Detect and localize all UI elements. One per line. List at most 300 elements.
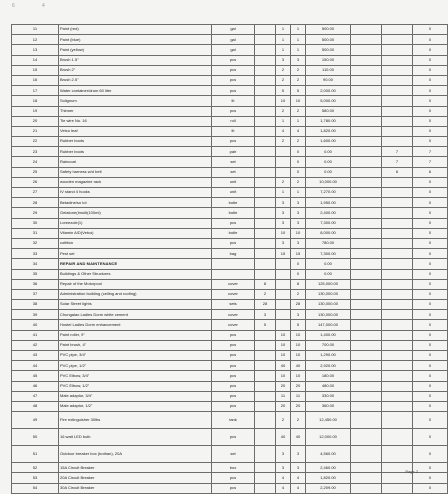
quantity-a-cell (255, 412, 276, 429)
item-description-cell: Administration building (ceiling and roofing) (59, 289, 212, 299)
quantity-a-cell: 3 (255, 310, 276, 320)
amount-cell: 500.00 (306, 35, 351, 45)
unit-cell: box (212, 463, 255, 473)
quantity-total-cell: 2 (291, 137, 306, 147)
extra-col-1-cell (351, 86, 382, 96)
quantity-a-cell: 28 (255, 300, 276, 310)
row-number-cell: 39 (12, 310, 59, 320)
extra-col-1-cell (351, 137, 382, 147)
extra-col-1-cell (351, 218, 382, 228)
quantity-a-cell (255, 249, 276, 259)
extra-col-1-cell (351, 188, 382, 198)
item-description-cell: Paint (yellow) (59, 45, 212, 55)
quantity-a-cell (255, 188, 276, 198)
quantity-total-cell: 1 (291, 45, 306, 55)
table-row (12, 483, 448, 493)
unit-cell: pcs (212, 75, 255, 85)
table-row (12, 320, 448, 330)
item-description-cell: 16 watt LED bulb (59, 429, 212, 446)
unit-cell: botle (212, 228, 255, 238)
amount-cell: 130,000.00 (306, 300, 351, 310)
quantity-a-cell (255, 446, 276, 463)
extra-col-3-cell: 0 (413, 412, 448, 429)
header-mark: 4 (42, 3, 45, 9)
quantity-b-cell: 15 (276, 249, 291, 259)
table-row (12, 351, 448, 361)
quantity-a-cell (255, 137, 276, 147)
unit-cell: pcs (212, 137, 255, 147)
item-description-cell: Betadine/so tol (59, 198, 212, 208)
item-description-cell: Gelatone(Imulti(100ml) (59, 208, 212, 218)
item-description-cell: Paint roller, 9" (59, 330, 212, 340)
table-row (12, 249, 448, 259)
quantity-a-cell (255, 429, 276, 446)
extra-col-3-cell: 0 (413, 391, 448, 401)
row-number-cell: 43 (12, 351, 59, 361)
extra-col-1-cell (351, 412, 382, 429)
quantity-total-cell: 5 (291, 86, 306, 96)
extra-col-2-cell (382, 259, 413, 269)
extra-col-2-cell (382, 208, 413, 218)
row-number-cell: 21 (12, 126, 59, 136)
table-row (12, 25, 448, 35)
amount-cell: 147,000.00 (306, 320, 351, 330)
extra-col-1-cell (351, 300, 382, 310)
row-number-cell: 22 (12, 137, 59, 147)
quantity-b-cell (276, 269, 291, 279)
quantity-a-cell (255, 126, 276, 136)
amount-cell: 580.00 (306, 106, 351, 116)
quantity-b-cell: 2 (276, 177, 291, 187)
extra-col-1-cell (351, 429, 382, 446)
quantity-b-cell: 3 (276, 446, 291, 463)
row-number-cell: 32 (12, 238, 59, 248)
unit-cell (212, 269, 255, 279)
quantity-total-cell: 2 (291, 75, 306, 85)
amount-cell: 2,000.00 (306, 86, 351, 96)
extra-col-2-cell (382, 55, 413, 65)
amount-cell: 8,000.00 (306, 228, 351, 238)
extra-col-2-cell (382, 279, 413, 289)
extra-col-1-cell (351, 361, 382, 371)
extra-col-2-cell (382, 198, 413, 208)
unit-cell: bag (212, 249, 255, 259)
extra-col-1-cell (351, 259, 382, 269)
extra-col-2-cell (382, 269, 413, 279)
extra-col-3-cell: 0 (413, 473, 448, 483)
unit-cell: set (212, 157, 255, 167)
quantity-a-cell (255, 218, 276, 228)
table-row (12, 86, 448, 96)
quantity-b-cell: 40 (276, 361, 291, 371)
table-row (12, 116, 448, 126)
table-row (12, 463, 448, 473)
amount-cell: 2,460.00 (306, 463, 351, 473)
extra-col-3-cell: 0 (413, 401, 448, 411)
extra-col-3-cell: 0 (413, 361, 448, 371)
unit-cell: sets (212, 300, 255, 310)
extra-col-2-cell (382, 351, 413, 361)
extra-col-2-cell (382, 381, 413, 391)
extra-col-2-cell (382, 330, 413, 340)
extra-col-3-cell: 0 (413, 340, 448, 350)
quantity-total-cell: 1 (291, 35, 306, 45)
quantity-a-cell (255, 198, 276, 208)
item-description-cell: Vitamin A/D(Vetco) (59, 228, 212, 238)
quantity-b-cell: 10 (276, 228, 291, 238)
extra-col-1-cell (351, 249, 382, 259)
extra-col-2-cell (382, 483, 413, 493)
row-number-cell: 20 (12, 116, 59, 126)
extra-col-2-cell (382, 401, 413, 411)
quantity-b-cell: 1 (276, 25, 291, 35)
unit-cell: gal (212, 25, 255, 35)
quantity-total-cell: 4 (291, 473, 306, 483)
quantity-total-cell: 3 (291, 218, 306, 228)
row-number-cell: 29 (12, 208, 59, 218)
amount-cell: 130,000.00 (306, 310, 351, 320)
row-number-cell: 19 (12, 106, 59, 116)
extra-col-2-cell (382, 35, 413, 45)
extra-col-3-cell: 0 (413, 429, 448, 446)
quantity-total-cell: 10 (291, 371, 306, 381)
extra-col-1-cell (351, 381, 382, 391)
extra-col-2-cell (382, 177, 413, 187)
row-number-cell: 23 (12, 147, 59, 157)
quantity-b-cell: 2 (276, 106, 291, 116)
row-number-cell: 40 (12, 320, 59, 330)
table-row (12, 45, 448, 55)
extra-col-3-cell: 0 (413, 300, 448, 310)
unit-cell: unit (212, 177, 255, 187)
row-number-cell: 33 (12, 249, 59, 259)
quantity-total-cell: 10 (291, 330, 306, 340)
quantity-total-cell: 8 (291, 279, 306, 289)
unit-cell: lit (212, 96, 255, 106)
unit-cell: cover (212, 320, 255, 330)
amount-cell: 500.00 (306, 45, 351, 55)
table-row (12, 167, 448, 177)
extra-col-3-cell: 0 (413, 188, 448, 198)
extra-col-3-cell: 0 (413, 65, 448, 75)
quantity-b-cell: 3 (276, 218, 291, 228)
quantity-a-cell (255, 361, 276, 371)
quantity-total-cell: 11 (291, 391, 306, 401)
amount-cell: 1,400.00 (306, 330, 351, 340)
extra-col-2-cell (382, 446, 413, 463)
unit-cell: pcs (212, 351, 255, 361)
table-row (12, 259, 448, 269)
unit-cell: pcs (212, 65, 255, 75)
quantity-total-cell: 28 (291, 300, 306, 310)
table-row (12, 198, 448, 208)
quantity-total-cell: 5 (291, 320, 306, 330)
table-row (12, 177, 448, 187)
amount-cell: 2,209.00 (306, 483, 351, 493)
amount-cell: 500.00 (306, 25, 351, 35)
quantity-total-cell: 3 (291, 446, 306, 463)
amount-cell: 780.00 (306, 238, 351, 248)
item-description-cell: Solar Street lights (59, 300, 212, 310)
unit-cell: pcs (212, 238, 255, 248)
extra-col-1-cell (351, 126, 382, 136)
quantity-a-cell (255, 463, 276, 473)
extra-col-3-cell: 0 (413, 96, 448, 106)
table-row (12, 429, 448, 446)
extra-col-1-cell (351, 483, 382, 493)
item-description-cell: wooden magazine rack (59, 177, 212, 187)
quantity-b-cell: 3 (276, 463, 291, 473)
table-row (12, 65, 448, 75)
table-body (12, 25, 448, 494)
unit-cell: botle (212, 208, 255, 218)
amount-cell: 4,560.00 (306, 446, 351, 463)
extra-col-1-cell (351, 463, 382, 473)
row-number-cell: 11 (12, 25, 59, 35)
extra-col-3-cell: 0 (413, 228, 448, 238)
item-description-cell: Buildings & Other Structures (59, 269, 212, 279)
quantity-total-cell: 0 (291, 269, 306, 279)
quantity-b-cell: 1 (276, 45, 291, 55)
row-number-cell: 12 (12, 35, 59, 45)
item-description-cell: Fire extinguisher 30lbs (59, 412, 212, 429)
extra-col-1-cell (351, 198, 382, 208)
extra-col-2-cell (382, 473, 413, 483)
quantity-total-cell: 2 (291, 289, 306, 299)
item-description-cell: Paint (blue) (59, 35, 212, 45)
quantity-a-cell (255, 177, 276, 187)
extra-col-1-cell (351, 330, 382, 340)
unit-cell: gal (212, 45, 255, 55)
row-number-cell: 13 (12, 45, 59, 55)
quantity-a-cell (255, 116, 276, 126)
item-description-cell: Male adaptor, 3/4" (59, 391, 212, 401)
extra-col-2-cell (382, 361, 413, 371)
quantity-b-cell: 1 (276, 116, 291, 126)
row-number-cell: 46 (12, 381, 59, 391)
extra-col-3-cell: 0 (413, 269, 448, 279)
unit-cell: gal (212, 35, 255, 45)
amount-cell: 330.00 (306, 391, 351, 401)
extra-col-2-cell (382, 65, 413, 75)
row-number-cell: 50 (12, 429, 59, 446)
item-description-cell: Repair of the Motorpool (59, 279, 212, 289)
unit-cell: pair (212, 147, 255, 157)
quantity-a-cell (255, 483, 276, 493)
table-row (12, 228, 448, 238)
quantity-a-cell (255, 45, 276, 55)
row-number-cell: 26 (12, 177, 59, 187)
extra-col-3-cell: 0 (413, 126, 448, 136)
unit-cell: unit (212, 188, 255, 198)
row-number-cell: 31 (12, 228, 59, 238)
item-description-cell: Rubber boots (59, 147, 212, 157)
table-row (12, 137, 448, 147)
extra-col-3-cell: 0 (413, 310, 448, 320)
extra-col-2-cell (382, 106, 413, 116)
quantity-a-cell (255, 75, 276, 85)
amount-cell: 10,000.00 (306, 177, 351, 187)
amount-cell: 1,780.00 (306, 116, 351, 126)
extra-col-2-cell (382, 96, 413, 106)
item-description-cell: Brush 2.5" (59, 75, 212, 85)
item-description-cell: Tie wire No. 16 (59, 116, 212, 126)
item-description-cell: Paint (red) (59, 25, 212, 35)
table-row (12, 371, 448, 381)
extra-col-1-cell (351, 167, 382, 177)
quantity-total-cell: 2 (291, 106, 306, 116)
extra-col-3-cell: 0 (413, 218, 448, 228)
extra-col-1-cell (351, 65, 382, 75)
extra-col-3-cell: 0 (413, 198, 448, 208)
extra-col-3-cell: 0 (413, 137, 448, 147)
item-description-cell: IV stand 4 hooks (59, 188, 212, 198)
row-number-cell: 18 (12, 96, 59, 106)
quantity-total-cell: 10 (291, 340, 306, 350)
row-number-cell: 47 (12, 391, 59, 401)
amount-cell: 7,300.00 (306, 218, 351, 228)
quantity-b-cell: 10 (276, 371, 291, 381)
quantity-total-cell: 40 (291, 429, 306, 446)
quantity-total-cell: 0 (291, 259, 306, 269)
quantity-a-cell (255, 391, 276, 401)
row-number-cell: 52 (12, 463, 59, 473)
row-number-cell: 14 (12, 55, 59, 65)
amount-cell: 1,820.00 (306, 126, 351, 136)
extra-col-1-cell (351, 75, 382, 85)
extra-col-3-cell: 0 (413, 25, 448, 35)
item-description-cell: PVC pipe, 3/4" (59, 351, 212, 361)
item-description-cell: 20A Circuit Breaker (59, 473, 212, 483)
quantity-total-cell: 4 (291, 126, 306, 136)
row-number-cell: 44 (12, 361, 59, 371)
quantity-total-cell: 2 (291, 177, 306, 187)
extra-col-1-cell (351, 238, 382, 248)
quantity-total-cell: 15 (291, 249, 306, 259)
quantity-b-cell (276, 289, 291, 299)
extra-col-2-cell (382, 137, 413, 147)
quantity-total-cell: 20 (291, 381, 306, 391)
table-row (12, 473, 448, 483)
item-description-cell: 30A Circuit Breaker (59, 483, 212, 493)
quantity-b-cell: 4 (276, 473, 291, 483)
unit-cell: pcs (212, 340, 255, 350)
extra-col-1-cell (351, 55, 382, 65)
quantity-b-cell: 3 (276, 55, 291, 65)
row-number-cell: 24 (12, 157, 59, 167)
quantity-b-cell: 4 (276, 483, 291, 493)
quantity-total-cell: 1 (291, 188, 306, 198)
extra-col-1-cell (351, 391, 382, 401)
extra-col-2-cell (382, 320, 413, 330)
extra-col-2-cell (382, 391, 413, 401)
quantity-b-cell (276, 259, 291, 269)
extra-col-3-cell: 0 (413, 249, 448, 259)
header-mark: 6 (12, 3, 15, 9)
amount-cell: 0.00 (306, 269, 351, 279)
extra-col-3-cell: 7 (413, 147, 448, 157)
extra-col-3-cell: 6 (413, 167, 448, 177)
extra-col-2-cell (382, 371, 413, 381)
unit-cell: pcs (212, 401, 255, 411)
quantity-a-cell (255, 35, 276, 45)
amount-cell: 0.00 (306, 167, 351, 177)
row-number-cell: 37 (12, 289, 59, 299)
table-row (12, 289, 448, 299)
page-footer: Page 2 (405, 469, 418, 474)
unit-cell: pcs (212, 371, 255, 381)
amount-cell: 90.00 (306, 75, 351, 85)
table-row (12, 279, 448, 289)
amount-cell: 180.00 (306, 371, 351, 381)
quantity-b-cell (276, 320, 291, 330)
extra-col-2-cell (382, 116, 413, 126)
amount-cell: 1,600.00 (306, 137, 351, 147)
unit-cell: set (212, 446, 255, 463)
extra-col-2-cell (382, 86, 413, 96)
quantity-a-cell (255, 228, 276, 238)
quantity-a-cell (255, 106, 276, 116)
extra-col-2-cell (382, 218, 413, 228)
quantity-a-cell (255, 208, 276, 218)
quantity-b-cell (276, 310, 291, 320)
unit-cell: pcs (212, 361, 255, 371)
extra-col-3-cell: 0 (413, 320, 448, 330)
row-number-cell: 15 (12, 65, 59, 75)
quantity-a-cell (255, 351, 276, 361)
amount-cell: 480.00 (306, 381, 351, 391)
row-number-cell: 53 (12, 473, 59, 483)
table-row (12, 300, 448, 310)
item-description-cell: Rubber boots (59, 137, 212, 147)
quantity-total-cell: 3 (291, 208, 306, 218)
quantity-total-cell: 0 (291, 167, 306, 177)
quantity-b-cell: 10 (276, 340, 291, 350)
quantity-a-cell (255, 238, 276, 248)
amount-cell: 1,290.00 (306, 351, 351, 361)
amount-cell: 150.00 (306, 55, 351, 65)
amount-cell: 7,300.00 (306, 249, 351, 259)
table-row (12, 75, 448, 85)
table-row (12, 330, 448, 340)
extra-col-1-cell (351, 96, 382, 106)
quantity-b-cell (276, 300, 291, 310)
extra-col-2-cell (382, 310, 413, 320)
quantity-total-cell: 10 (291, 351, 306, 361)
extra-col-1-cell (351, 228, 382, 238)
unit-cell: pcs (212, 86, 255, 96)
quantity-b-cell (276, 279, 291, 289)
item-description-cell: PVC Elbow, 3/4" (59, 371, 212, 381)
quantity-b-cell: 1 (276, 35, 291, 45)
quantity-b-cell (276, 157, 291, 167)
extra-col-3-cell: 0 (413, 330, 448, 340)
extra-col-3-cell: 0 (413, 35, 448, 45)
table-row (12, 446, 448, 463)
quantity-total-cell: 3 (291, 310, 306, 320)
row-number-cell: 27 (12, 188, 59, 198)
extra-col-2-cell (382, 126, 413, 136)
extra-col-1-cell (351, 446, 382, 463)
row-number-cell: 54 (12, 483, 59, 493)
extra-col-1-cell (351, 279, 382, 289)
extra-col-1-cell (351, 35, 382, 45)
unit-cell: pcs (212, 483, 255, 493)
unit-cell: pcs (212, 55, 255, 65)
unit-cell: botle (212, 198, 255, 208)
extra-col-1-cell (351, 340, 382, 350)
quantity-a-cell: 5 (255, 320, 276, 330)
